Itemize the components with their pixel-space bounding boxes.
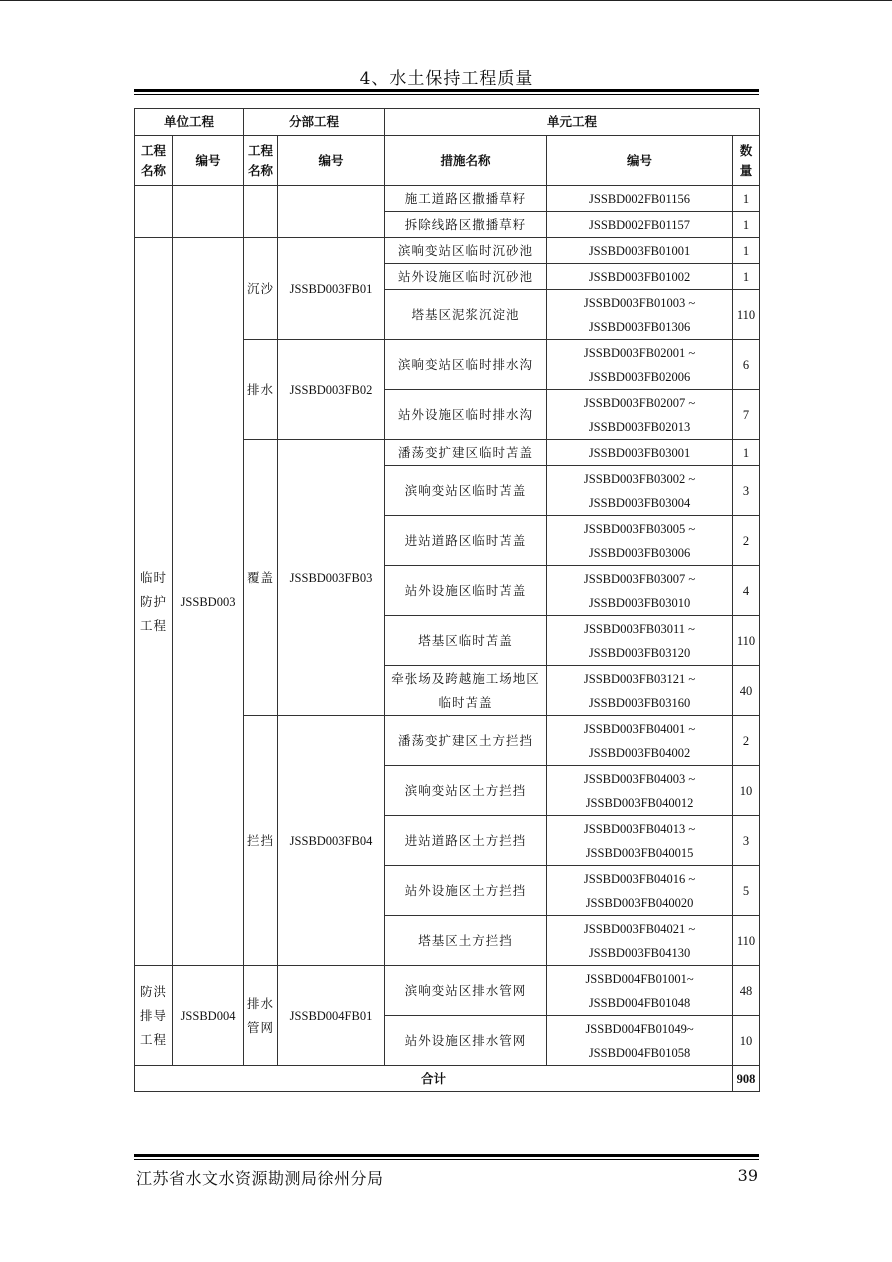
measure-name-cell: 站外设施区临时沉砂池 — [385, 264, 547, 290]
group-header-row — [135, 109, 760, 136]
division-code-cell: JSSBD004FB01 — [278, 966, 385, 1066]
footer-rule-thin — [134, 1159, 759, 1160]
element-code-cell: JSSBD003FB04001 ~ JSSBD003FB04002 — [547, 716, 733, 766]
division-code-cell: JSSBD003FB03 — [278, 440, 385, 716]
measure-name-cell: 滨响变站区临时沉砂池 — [385, 238, 547, 264]
total-value-cell: 908 — [733, 1066, 760, 1092]
header-division: 分部工程 — [244, 109, 385, 136]
measure-name-cell: 潘荡变扩建区临时苫盖 — [385, 440, 547, 466]
element-code-cell: JSSBD003FB03007 ~ JSSBD003FB03010 — [547, 566, 733, 616]
element-code-cell: JSSBD003FB03001 — [547, 440, 733, 466]
element-code-cell: JSSBD004FB01049~ JSSBD004FB01058 — [547, 1016, 733, 1066]
header-unit-name: 工程 名称 — [135, 136, 173, 186]
division-name-cell: 排水 管网 — [244, 966, 278, 1066]
header-unit: 单位工程 — [135, 109, 244, 136]
measure-name-cell: 牵张场及跨越施工场地区 临时苫盖 — [385, 666, 547, 716]
measure-name-cell: 施工道路区撒播草籽 — [385, 186, 547, 212]
division-code-cell: JSSBD003FB04 — [278, 716, 385, 966]
division-name-cell: 覆盖 — [244, 440, 278, 716]
element-code-cell: JSSBD002FB01157 — [547, 212, 733, 238]
header-rule-thick — [134, 89, 759, 92]
division-code-cell: JSSBD003FB01 — [278, 238, 385, 340]
project-division-table — [134, 108, 760, 1092]
division-name-cell — [244, 186, 278, 238]
measure-name-cell: 站外设施区排水管网 — [385, 1016, 547, 1066]
element-code-cell: JSSBD003FB02001 ~ JSSBD003FB02006 — [547, 340, 733, 390]
table-row — [135, 966, 760, 1016]
division-name-cell: 沉沙 — [244, 238, 278, 340]
division-name-cell: 排水 — [244, 340, 278, 440]
division-code-cell — [278, 186, 385, 238]
total-label-cell: 合计 — [135, 1066, 733, 1092]
count-cell: 7 — [733, 390, 760, 440]
count-cell: 1 — [733, 238, 760, 264]
header-element: 单元工程 — [385, 109, 760, 136]
unit-name-cell: 防洪 排导 工程 — [135, 966, 173, 1066]
header-division-name: 工程 名称 — [244, 136, 278, 186]
element-code-cell: JSSBD003FB01003 ~ JSSBD003FB01306 — [547, 290, 733, 340]
measure-name-cell: 塔基区土方拦挡 — [385, 916, 547, 966]
element-code-cell: JSSBD003FB01002 — [547, 264, 733, 290]
element-code-cell: JSSBD003FB03121 ~ JSSBD003FB03160 — [547, 666, 733, 716]
division-code-cell: JSSBD003FB02 — [278, 340, 385, 440]
unit-code-cell: JSSBD003 — [173, 238, 244, 966]
measure-name-cell: 滨响变站区排水管网 — [385, 966, 547, 1016]
element-code-cell: JSSBD003FB01001 — [547, 238, 733, 264]
unit-name-cell: 临时 防护 工程 — [135, 238, 173, 966]
measure-name-cell: 塔基区临时苫盖 — [385, 616, 547, 666]
footer-rule-thick — [134, 1154, 759, 1157]
unit-code-cell — [173, 186, 244, 238]
count-cell: 2 — [733, 716, 760, 766]
header-division-code: 编号 — [278, 136, 385, 186]
measure-name-cell: 拆除线路区撒播草籽 — [385, 212, 547, 238]
count-cell: 2 — [733, 516, 760, 566]
count-cell: 110 — [733, 916, 760, 966]
table-row — [135, 238, 760, 264]
count-cell: 40 — [733, 666, 760, 716]
element-code-cell: JSSBD003FB03011 ~ JSSBD003FB03120 — [547, 616, 733, 666]
element-code-cell: JSSBD003FB04016 ~ JSSBD003FB040020 — [547, 866, 733, 916]
header-unit-code: 编号 — [173, 136, 244, 186]
count-cell: 10 — [733, 1016, 760, 1066]
measure-name-cell: 站外设施区临时排水沟 — [385, 390, 547, 440]
count-cell: 3 — [733, 816, 760, 866]
element-code-cell: JSSBD003FB04013 ~ JSSBD003FB040015 — [547, 816, 733, 866]
measure-name-cell: 滨响变站区临时排水沟 — [385, 340, 547, 390]
header-rule-thin — [134, 94, 759, 95]
division-name-cell: 拦挡 — [244, 716, 278, 966]
count-cell: 48 — [733, 966, 760, 1016]
measure-name-cell: 潘荡变扩建区土方拦挡 — [385, 716, 547, 766]
measure-name-cell: 滨响变站区临时苫盖 — [385, 466, 547, 516]
measure-name-cell: 进站道路区土方拦挡 — [385, 816, 547, 866]
table-row — [135, 186, 760, 212]
count-cell: 4 — [733, 566, 760, 616]
measure-name-cell: 进站道路区临时苫盖 — [385, 516, 547, 566]
count-cell: 1 — [733, 264, 760, 290]
header-element-code: 编号 — [547, 136, 733, 186]
element-code-cell: JSSBD003FB04003 ~ JSSBD003FB040012 — [547, 766, 733, 816]
count-cell: 1 — [733, 440, 760, 466]
unit-name-cell — [135, 186, 173, 238]
measure-name-cell: 塔基区泥浆沉淀池 — [385, 290, 547, 340]
header-measure-name: 措施名称 — [385, 136, 547, 186]
total-row — [135, 1066, 760, 1092]
element-code-cell: JSSBD003FB04021 ~ JSSBD003FB04130 — [547, 916, 733, 966]
count-cell: 5 — [733, 866, 760, 916]
count-cell: 10 — [733, 766, 760, 816]
section-title: 4、水土保持工程质量 — [359, 69, 534, 89]
top-border-line — [0, 0, 892, 1]
element-code-cell: JSSBD003FB03002 ~ JSSBD003FB03004 — [547, 466, 733, 516]
footer-organization: 江苏省水文水资源勘测局徐州分局 — [136, 1169, 384, 1188]
count-cell: 110 — [733, 290, 760, 340]
element-code-cell: JSSBD002FB01156 — [547, 186, 733, 212]
measure-name-cell: 站外设施区土方拦挡 — [385, 866, 547, 916]
measure-name-cell: 站外设施区临时苫盖 — [385, 566, 547, 616]
sub-header-row — [135, 136, 760, 186]
count-cell: 3 — [733, 466, 760, 516]
measure-name-cell: 滨响变站区土方拦挡 — [385, 766, 547, 816]
table-body — [135, 109, 760, 1092]
element-code-cell: JSSBD003FB03005 ~ JSSBD003FB03006 — [547, 516, 733, 566]
count-cell: 1 — [733, 186, 760, 212]
count-cell: 1 — [733, 212, 760, 238]
count-cell: 110 — [733, 616, 760, 666]
unit-code-cell: JSSBD004 — [173, 966, 244, 1066]
element-code-cell: JSSBD003FB02007 ~ JSSBD003FB02013 — [547, 390, 733, 440]
page-number: 39 — [737, 1166, 758, 1185]
count-cell: 6 — [733, 340, 760, 390]
header-count: 数 量 — [733, 136, 760, 186]
element-code-cell: JSSBD004FB01001~ JSSBD004FB01048 — [547, 966, 733, 1016]
